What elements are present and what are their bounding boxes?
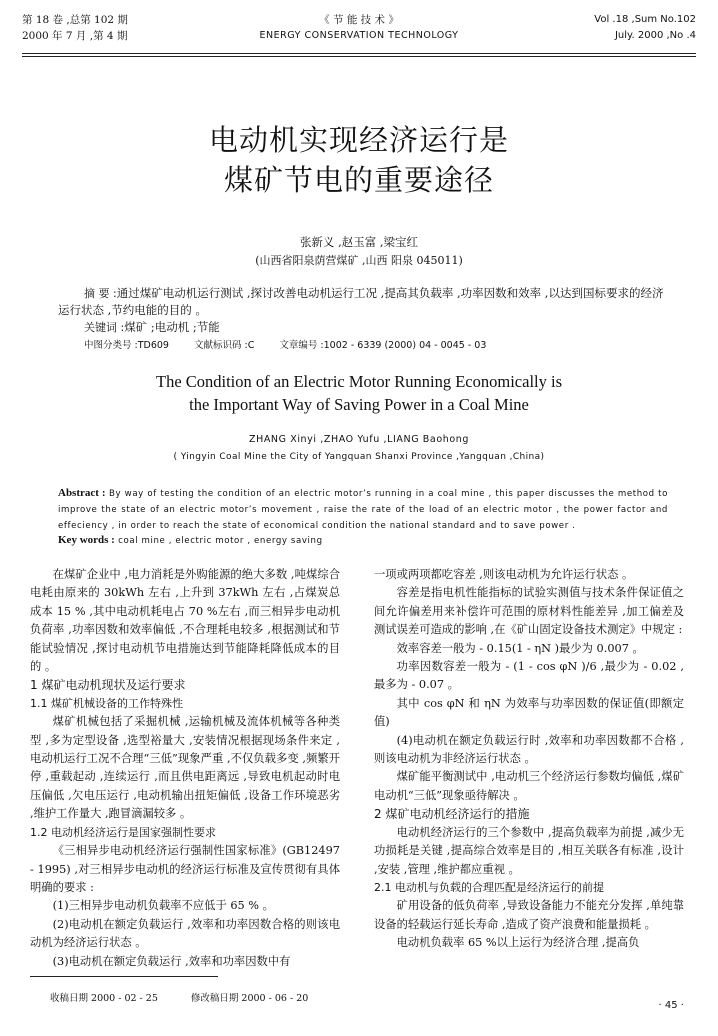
title-line-2: 煤矿节电的重要途径 — [223, 163, 494, 197]
body-paragraph: 效率容差一般为 - 0.15(1 - ηN )最少为 0.007 。 — [396, 641, 644, 655]
keywords-en-text: coal mine , electric motor , energy saving — [118, 536, 323, 546]
abstract-label: 摘 要 : — [84, 287, 117, 300]
title-en-line-1: The Condition of an Electric Motor Running Economically is — [155, 372, 562, 391]
subsection-heading: 1.1 煤矿机械设备的工作特殊性 — [30, 696, 183, 710]
footnote-rule — [30, 976, 218, 977]
affiliation-cn: (山西省阳泉荫营煤矿 ,山西 阳泉 045011) — [255, 254, 463, 267]
volume-en: Vol .18 ,Sum No.102 — [594, 14, 696, 25]
body-paragraph: (3)电动机在额定负载运行 ,效率和功率因数中有 — [52, 954, 291, 968]
body-paragraph: 矿用设备的低负荷率 ,导致设备能力不能充分发挥 ,单纯靠设备的轻载运行延长寿命 ,造成了资产浪费和能量损耗 。 — [374, 899, 684, 931]
abstract-en — [58, 485, 668, 534]
revised-date: 修改稿日期 2000 - 06 - 20 — [190, 993, 309, 1004]
keywords-text: 煤矿 ;电动机 ;节能 — [124, 320, 220, 334]
title-line-1: 电动机实现经济运行是 — [208, 123, 509, 157]
header-rule — [22, 53, 696, 54]
authors-cn: 张新义 ,赵玉富 ,梁宝红 — [299, 235, 419, 249]
body-paragraph: 功率因数容差一般为 - (1 - cos φN )/6 ,最少为 - 0.02 ,最多为 - 0.07 。 — [374, 660, 684, 692]
authors-en: ZHANG Xinyi ,ZHAO Yufu ,LIANG Baohong — [248, 434, 470, 445]
body-paragraph: 煤矿机械包括了采掘机械 ,运输机械及流体机械等各种类型 ,多为定型设备 ,选型裕量大 ,安装情况根据现场条件来定 ,电动机运行工况不合理“三低”现象严重 ,不仅负载多变 ,频繁开停 ,重载起动 ,连续运行 ,而且供电距离远 ,导致电机起动时电压偏低 ,欠电压运行 ,电动机输出扭矩偏低 ,设备工作环境恶劣 ,维护工作量大 ,跑冒滴漏较多 。 — [30, 715, 340, 821]
journal-name-en: ENERGY CONSERVATION TECHNOLOGY — [259, 30, 459, 41]
body-paragraph: 电动机负载率 65 %以上运行为经济合理 ,提高负 — [396, 936, 640, 950]
header-rule-thin — [22, 56, 696, 57]
section-heading: 1 煤矿电动机现状及运行要求 — [30, 678, 186, 693]
body-paragraph: 《三相异步电动机经济运行强制性国家标准》(GB12497 - 1995) ,对三相异步电动机的经济运行标准及宣传贯彻有具体明确的要求 : — [30, 844, 340, 894]
body-column-right — [374, 566, 684, 953]
body-paragraph: 容差是指电机性能指标的试验实测值与技术条件保证值之间允许偏差用来补偿许可范围的原材料性能差异 ,加工偏差及测试误差可造成的影响 ,在《矿山固定设备技术测定》中规定 : — [374, 586, 684, 637]
paper-title-cn — [0, 120, 718, 200]
paper-title-en — [0, 370, 718, 416]
body-paragraph: (1)三相异步电动机负载率不应低于 65 % 。 — [52, 899, 274, 913]
body-paragraph: (2)电动机在额定负载运行 ,效率和功率因数合格的则该电动机为经济运行状态 。 — [30, 917, 340, 950]
classification-line — [84, 337, 508, 351]
clc-number: 中图分类号 :TD609 — [84, 340, 169, 351]
keywords-label: 关键词 : — [84, 321, 125, 334]
abstract-text: 通过煤矿电动机运行测试 ,探讨改善电动机运行工况 ,提高其负载率 ,功率因数和效率 ,以达到国标要求的经济运行状态 ,节约电能的目的 。 — [58, 286, 664, 317]
body-paragraph: 一项或两项都吃容差 ,则该电动机为允许运行状态 。 — [374, 568, 634, 581]
body-paragraph: 煤矿能平衡测试中 ,电动机三个经济运行参数均偏低 ,煤矿电动机“三低”现象亟待解决 。 — [374, 770, 684, 802]
abstract-cn — [58, 285, 670, 336]
body-column-left — [30, 566, 340, 971]
footnote-dates — [50, 990, 338, 1004]
page-number: · 45 · — [658, 1000, 684, 1011]
volume-line: 第 18 卷 ,总第 102 期 — [22, 14, 128, 26]
body-paragraph: (4)电动机在额定负载运行时 ,效率和功率因数都不合格 ,则该电动机为非经济运行状态 。 — [374, 733, 684, 766]
body-paragraph: 其中 cos φN 和 ηN 为效率与功率因数的保证值(即额定值) — [374, 696, 684, 729]
abstract-en-label: Abstract : — [58, 487, 106, 499]
keywords-en — [58, 534, 668, 546]
keywords-en-label: Key words : — [58, 534, 115, 546]
section-heading: 2 煤矿电动机经济运行的措施 — [374, 807, 530, 822]
title-en-line-2: the Important Way of Saving Power in a Coal Mine — [189, 395, 529, 414]
body-paragraph: 在煤矿企业中 ,电力消耗是外购能源的绝大多数 ,吨煤综合电耗由原来的 30kWh 左右 ,上升到 37kWh 左右 ,占煤炭总成本 15 % ,其中电动机耗电占 70 %左右 ,而三相异步电动机负荷率 ,功率因数和效率偏低 ,不合理耗电较多 ,根据测试和节能试验情况 ,探讨电动机节电措施达到节能降耗降低成本的目的 。 — [30, 568, 340, 674]
abstract-en-text: By way of testing the condition of an electric motor’s running in a coal mine , this paper discusses the method to improve the state of an electric motor’s movement , raise the rate of the load of an electric motor , the power factor and effeciency , in order to reach the state of economical condition the national standard and to save power . — [58, 489, 668, 531]
issue-date-line: 2000 年 7 月 ,第 4 期 — [22, 30, 128, 42]
journal-name-cn: 《 节 能 技 术 》 — [319, 14, 399, 26]
subsection-heading: 1.2 电动机经济运行是国家强制性要求 — [30, 825, 216, 839]
body-paragraph: 电动机经济运行的三个参数中 ,提高负载率为前提 ,减少无功损耗是关键 ,提高综合效率是目的 ,相互关联各有标准 ,设计 ,安装 ,管理 ,维护都应重视 。 — [374, 825, 684, 876]
header-right — [594, 12, 696, 44]
date-en: July. 2000 ,No .4 — [614, 30, 696, 41]
article-number: 文章编号 :1002 - 6339 (2000) 04 - 0045 - 03 — [279, 340, 487, 351]
document-code: 文献标识码 :C — [194, 340, 255, 351]
received-date: 收稿日期 2000 - 02 - 25 — [50, 993, 158, 1004]
affiliation-en: ( Yingyin Coal Mine the City of Yangquan Shanxi Province ,Yangquan ,China) — [173, 452, 545, 462]
subsection-heading: 2.1 电动机与负载的合理匹配是经济运行的前提 — [374, 880, 604, 894]
